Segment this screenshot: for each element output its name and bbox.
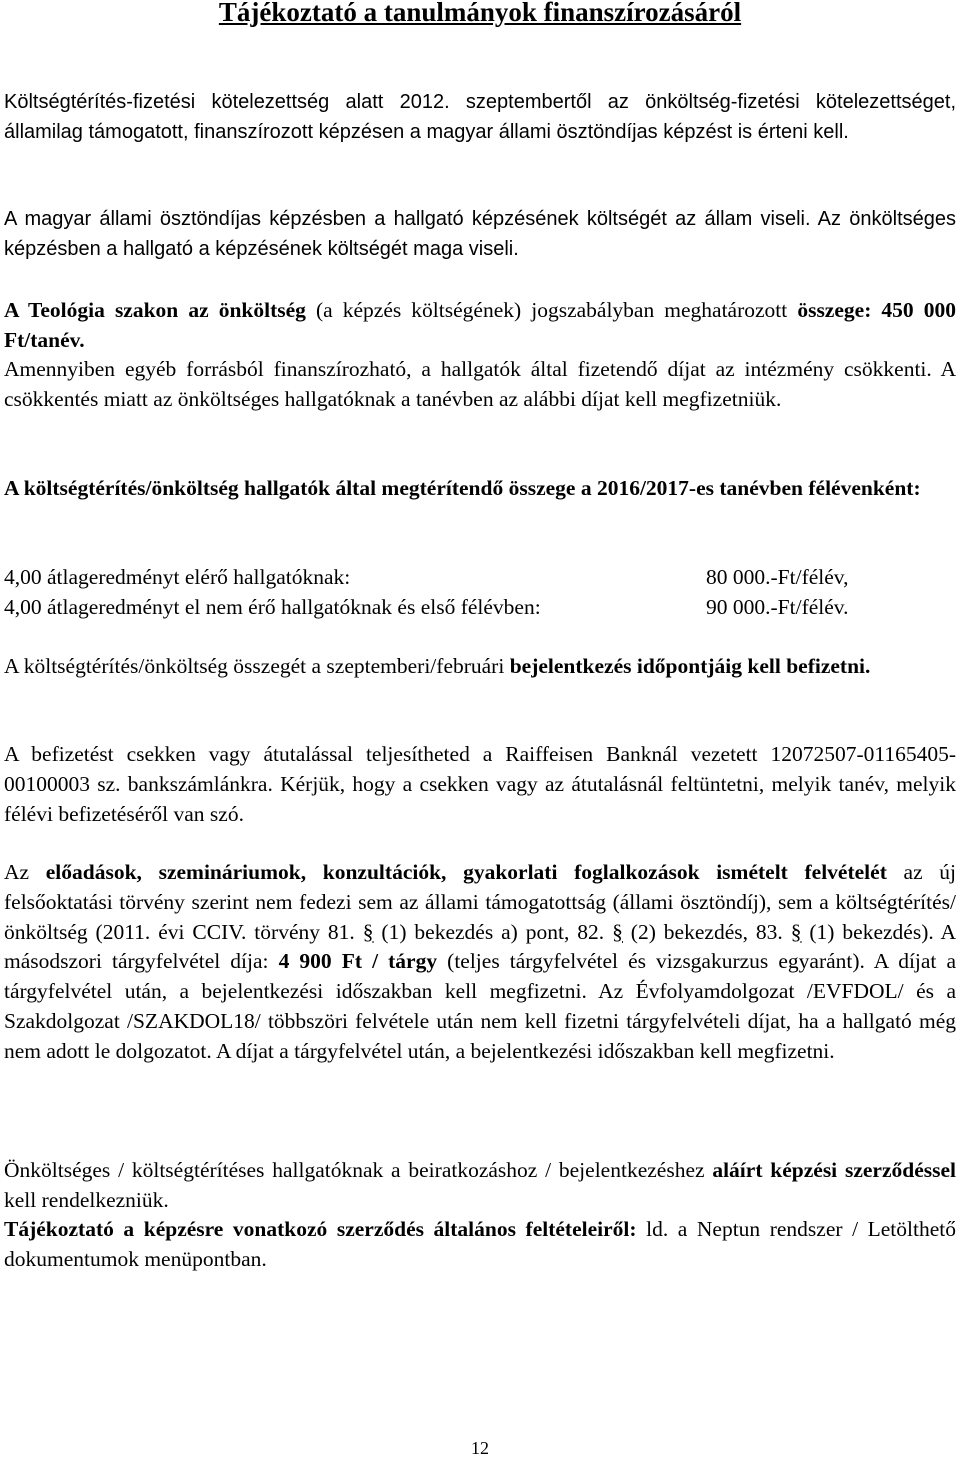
- payment-deadline-text: A költségtérítés/önköltség összegét a szeptemberi/februári: [4, 654, 510, 678]
- contract-emphasis: aláírt képzési szerződéssel: [712, 1158, 956, 1182]
- contract-terms-text: ld. a Neptun rendszer / Letölthető dokumentumok menüpontban.: [4, 1217, 956, 1271]
- page-title: Tájékoztató a tanulmányok finanszírozásáról: [218, 0, 742, 27]
- paragraph-theology-fee: [4, 296, 956, 356]
- section-sign: §: [790, 919, 802, 944]
- paragraph-contract-terms: [4, 1215, 956, 1275]
- repeat-courses-text: (teljes tárgyfelvétel és vizsgakurzus egyaránt). A díjat a tárgyfelvétel után, a bejelentkezési időszakban kell megfizetni. Az Évfolyamdolgozat /EVFDOL/ és a Szakdolgozat /SZAKDOL18/ többszöri felvétele után nem kell fizetni tárgyfelvételi díjat, ha a hallgató még nem adott le dolgozatot. A díjat a tárgyfelvétel után, a bejelentkezési időszakban kell megfizetni.: [4, 949, 957, 1063]
- page-number: 12: [471, 1438, 489, 1458]
- repeat-courses-text: (2) bekezdés, 83.: [622, 919, 791, 944]
- contract-text: Önköltséges / költségtérítéses hallgatóknak a beiratkozáshoz / bejelentkezéshez: [4, 1158, 713, 1182]
- contract-text: kell rendelkezniük.: [4, 1187, 169, 1212]
- theology-fee-text: (a képzés költségének) jogszabályban meghatározott: [305, 298, 798, 322]
- fee-row-label: 4,00 átlageredményt elérő hallgatóknak:: [4, 565, 351, 589]
- repeat-courses-text: az új felsőoktatási törvény szerint nem fedezi sem az állami támogatottság (állami ösztöndíj), sem a költségtérítés/önköltség (2011. évi CCIV. törvény 81.: [4, 860, 957, 944]
- paragraph-bank-transfer: A befizetést csekken vagy átutalással teljesítheted a Raiffeisen Banknál vezetett 12072507-01165405-00100003 sz. bankszámlánkra. Kérjük, hogy a csekken vagy az átutalásnál feltüntetni, melyik tanév, melyik félévi befizetéséről van szó.: [4, 742, 956, 826]
- theology-fee-amount: összege: 450 000 Ft/tanév.: [4, 298, 956, 352]
- fee-row-label: 4,00 átlageredményt el nem érő hallgatóknak és első félévben:: [4, 595, 541, 619]
- paragraph-fee-reduction: Amennyiben egyéb forrásból finanszírozható, a hallgatók által fizetendő díjat az intézmény csökkenti. A csökkentés miatt az önköltséges hallgatóknak a tanévben az alábbi díjat kell megfizetniük.: [4, 357, 956, 411]
- section-sign: §: [362, 919, 374, 944]
- paragraph-state-scholarship: A magyar állami ösztöndíjas képzésben a hallgató képzésének költségét az állam viseli. Az önköltséges képzésben a hallgató a képzésének költségét maga viseli.: [4, 208, 956, 260]
- paragraph-cost-obligation: Költségtérítés-fizetési kötelezettség alatt 2012. szeptembertől az önköltség-fizetési kötelezettséget, államilag támogatott, finanszírozott képzésen a magyar állami ösztöndíjas képzést is érteni kell.: [4, 91, 956, 143]
- repeat-courses-text: (1) bekezdés a) pont, 82.: [373, 919, 613, 944]
- fee-row-amount: 90 000.-Ft/félév.: [706, 595, 849, 619]
- theology-fee-label: A Teológia szakon az önköltség: [4, 298, 306, 322]
- contract-terms-emphasis: Tájékoztató a képzésre vonatkozó szerződés általános feltételeiről:: [4, 1217, 637, 1241]
- section-sign: §: [612, 919, 623, 944]
- payment-deadline-emphasis: bejelentkezés időpontjáig kell befizetni.: [509, 654, 871, 678]
- repeat-courses-text: Az: [4, 860, 46, 884]
- paragraph-repeat-courses: [4, 858, 956, 1067]
- repeat-course-fee: 4 900 Ft / tárgy: [278, 949, 438, 974]
- repeat-courses-text: (1) bekezdés). A másodszori tárgyfelvétel díja:: [4, 919, 956, 974]
- fee-row-amount: 80 000.-Ft/félév,: [706, 565, 849, 589]
- paragraph-contract: [4, 1156, 956, 1216]
- paragraph-payment-deadline: [4, 652, 956, 682]
- repeat-courses-emphasis: előadások, szemináriumok, konzultációk, gyakorlati foglalkozások ismételt felvételét: [45, 860, 887, 884]
- paragraph-fee-heading: A költségtérítés/önköltség hallgatók által megtérítendő összege a 2016/2017-es tanévben félévenként:: [4, 476, 921, 500]
